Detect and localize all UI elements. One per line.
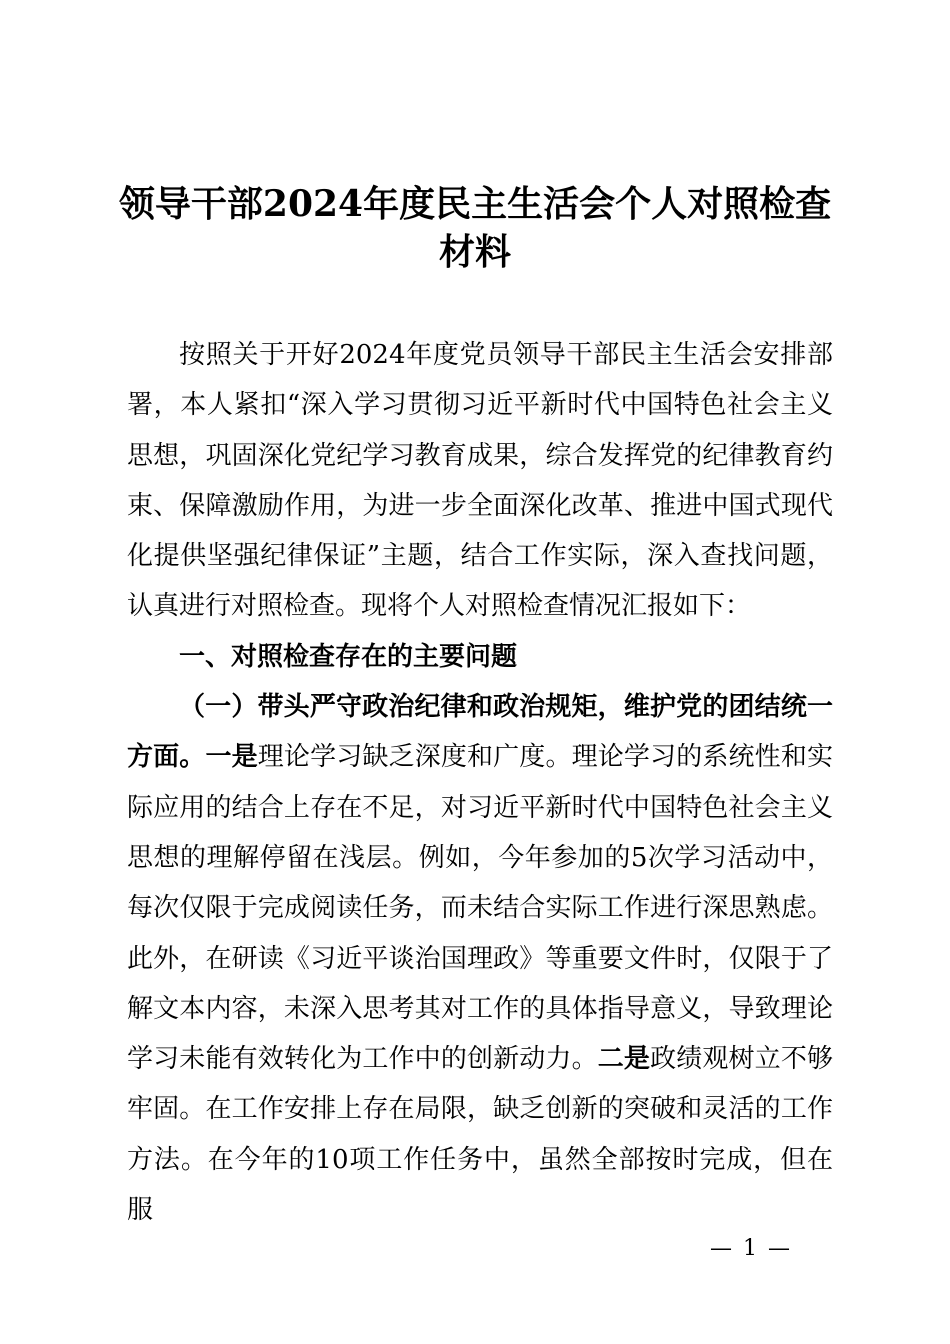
point-text-2: 政绩观树立不够牢固。在工作安排上存在局限，缺乏创新的突破和灵活的工作方法。在今年的10项工作任务中，虽然全部按时完成，但在服 [127, 1044, 833, 1226]
point-label-2: 二是 [597, 1044, 651, 1075]
title-line-1: 领导干部2024年度民主生活会个人对照检查 [118, 183, 832, 225]
intro-paragraph: 按照关于开好2024年度党员领导干部民主生活会安排部署，本人紧扣“深入学习贯彻习近平新时代中国特色社会主义思想，巩固深化党纪学习教育成果，综合发挥党的纪律教育约束、保障激励作用，为进一步全面深化改革、推进中国式现代化提供坚强纪律保证”主题，结合工作实际，深入查找问题，认真进行对照检查。现将个人对照检查情况汇报如下： [127, 340, 833, 622]
point-text-1: 理论学习缺乏深度和广度。理论学习的系统性和实际应用的结合上存在不足，对习近平新时代中国特色社会主义思想的理解停留在浅层。例如，今年参加的5次学习活动中，每次仅限于完成阅读任务，而未结合实际工作进行深思熟虑。此外，在研读《习近平谈治国理政》等重要文件时，仅限于了解文本内容，未深入思考其对工作的具体指导意义，导致理论学习未能有效转化为工作中的创新动力。 [127, 742, 833, 1075]
point-label-1: 一是 [205, 742, 258, 773]
issue-paragraph [127, 682, 833, 1235]
title-line-2: 材料 [438, 231, 511, 273]
document-title [100, 180, 850, 276]
subsection-heading: （一）带头严守政治纪律和政治规矩，维护党的团结统一方面。 [127, 692, 833, 773]
document-body [127, 330, 833, 1235]
section-heading: 一、对照检查存在的主要问题 [179, 641, 518, 672]
page-number: — 1 — [710, 1236, 792, 1261]
